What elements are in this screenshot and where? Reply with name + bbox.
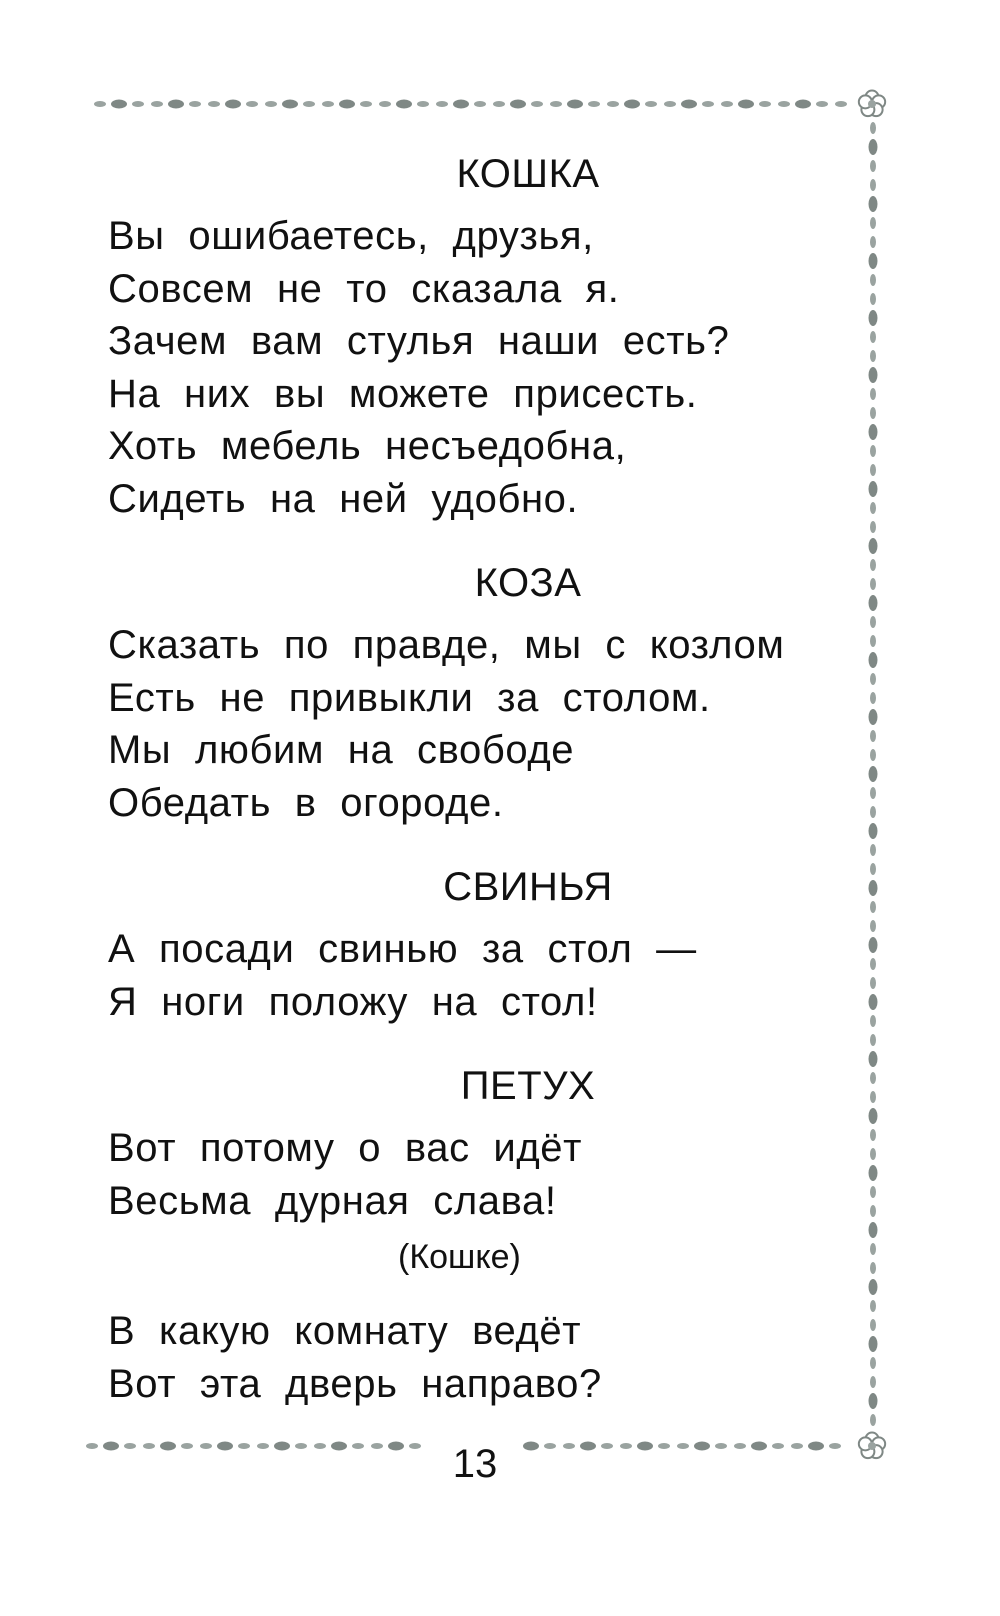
border-dot [681,100,697,109]
border-dot [189,101,201,107]
flower-corner-icon [859,91,885,117]
border-dot [816,101,828,107]
border-dot [870,920,876,932]
border-dot [303,101,315,107]
poem-section-pig [108,863,848,1028]
border-dot [567,100,583,109]
border-dot [870,122,876,134]
border-dot [870,787,876,799]
border-dot [869,823,878,839]
flower-center [868,100,876,108]
border-dot [870,635,876,647]
border-dot [225,100,241,109]
flower-center [868,1442,876,1450]
border-dot [795,100,811,109]
border-dot [870,1148,876,1160]
border-dot [870,901,876,913]
border-dot [870,445,876,457]
border-dot [322,101,334,107]
border-dot [870,217,876,229]
border-dot [870,1072,876,1084]
verse-line: Сидеть на ней удобно. [108,476,579,521]
verse-line: Сказать по правде, мы с козлом [108,623,785,667]
border-dot [835,101,847,107]
border-dot [168,100,184,109]
poem-section-rooster [108,1062,848,1410]
border-dot [870,179,876,191]
border-dot [869,880,878,896]
border-dot [870,958,876,970]
border-dot [132,101,144,107]
border-dot [870,749,876,761]
border-dot [869,367,878,383]
border-dot [869,1165,878,1181]
border-dot [360,101,372,107]
border-dot [588,101,600,107]
border-dot [379,101,391,107]
border-dot [870,1015,876,1027]
section-heading: ПЕТУХ [460,1064,596,1108]
border-dot [870,521,876,533]
verse-line: Зачем вам стулья наши есть? [108,319,730,363]
verse-line: В какую комнату ведёт [108,1309,582,1353]
section-heading: СВИНЬЯ [443,865,613,909]
border-dot [417,101,429,107]
border-dot [869,652,878,668]
border-dot [869,139,878,155]
border-dot [870,730,876,742]
border-dot [870,578,876,590]
border-dot [664,101,676,107]
border-dot [869,196,878,212]
border-dot [550,101,562,107]
border-dot [870,1300,876,1312]
border-dot [870,1205,876,1217]
border-dot [870,1376,876,1388]
border-dot [869,709,878,725]
border-dot [759,101,771,107]
page-number: 13 [430,1442,520,1486]
border-dot [869,766,878,782]
border-dot [870,1243,876,1255]
border-dot [869,1393,878,1409]
border-dot [702,101,714,107]
border-dot [265,101,277,107]
border-dot [869,1279,878,1295]
border-dot [607,101,619,107]
verse-line: Есть не привыкли за столом. [108,675,711,720]
border-dot [870,1186,876,1198]
verse-line: Весьма дурная слава! [108,1178,557,1223]
border-dot [246,101,258,107]
verse-line: Я ноги положу на стол! [108,979,598,1024]
border-dot [869,538,878,554]
border-dot [870,692,876,704]
section-heading: КОЗА [474,561,582,605]
border-dot [870,863,876,875]
border-dot [869,595,878,611]
right-border-ornament [869,122,878,1426]
border-dot [869,253,878,269]
border-dot [870,331,876,343]
border-dot [869,310,878,326]
border-dot [624,100,640,109]
border-dot [869,937,878,953]
border-dot [870,274,876,286]
border-dot [870,350,876,362]
verse-line: На них вы можете присесть. [108,371,698,416]
border-dot [870,407,876,419]
border-dot [870,1091,876,1103]
poem-section-cat [108,150,848,525]
border-dot [453,100,469,109]
border-dot [870,1129,876,1141]
border-dot [870,1262,876,1274]
border-dot [531,101,543,107]
border-dot [645,101,657,107]
border-dot [870,1034,876,1046]
border-dot [869,1051,878,1067]
border-dot [870,844,876,856]
flower-corner-icon [859,1433,885,1459]
border-dot [738,100,754,109]
border-dot [869,1222,878,1238]
verse-line: Вот эта дверь направо? [108,1361,602,1406]
verse-line: Обедать в огороде. [108,780,504,825]
border-dot [436,101,448,107]
border-dot [870,673,876,685]
border-dot [474,101,486,107]
border-dot [151,101,163,107]
border-dot [208,101,220,107]
top-border-ornament [94,100,847,109]
border-dot [869,481,878,497]
verse-line: Вы ошибаетесь, друзья, [108,214,594,258]
border-dot [870,1414,876,1426]
border-dot [721,101,733,107]
border-dot [870,559,876,571]
verse-line: Мы любим на свободе [108,728,575,772]
verse-line: Хоть мебель несъедобна, [108,424,627,468]
border-dot [86,1443,98,1449]
border-dot [870,160,876,172]
border-dot [510,100,526,109]
verse-line: А посади свинью за стол — [108,927,697,971]
border-dot [870,1319,876,1331]
border-dot [870,388,876,400]
border-dot [870,806,876,818]
border-dot [870,1357,876,1369]
border-dot [870,293,876,305]
border-dot [870,502,876,514]
border-dot [870,977,876,989]
border-dot [869,1108,878,1124]
border-dot [869,994,878,1010]
border-dot [870,236,876,248]
border-dot [339,100,355,109]
border-dot [282,100,298,109]
verse-line: Вот потому о вас идёт [108,1126,583,1170]
section-heading: КОШКА [456,152,600,196]
stage-direction: (Кошке) [398,1238,521,1276]
border-dot [778,101,790,107]
border-dot [869,1336,878,1352]
border-dot [493,101,505,107]
border-dot [396,100,412,109]
border-dot [869,424,878,440]
verse-line: Совсем не то сказала я. [108,266,620,311]
border-dot [94,101,106,107]
border-dot [870,464,876,476]
border-dot [111,100,127,109]
poem-section-goat [108,559,848,829]
border-dot [870,616,876,628]
poem-content [108,150,848,1444]
